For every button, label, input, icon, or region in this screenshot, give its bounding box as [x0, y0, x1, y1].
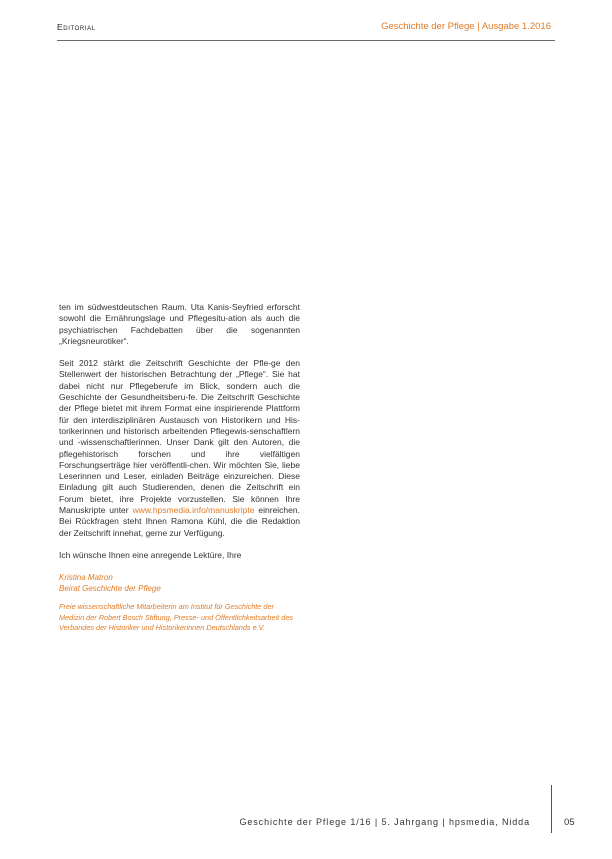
paragraph-2	[59, 358, 300, 539]
footer-divider	[551, 785, 552, 833]
section-label: Editorial	[57, 22, 96, 32]
journal-issue-label: Geschichte der Pflege | Ausgabe 1.2016	[381, 21, 551, 32]
closing-line: Ich wünsche Ihnen eine anregende Lektüre, Ihre	[59, 549, 242, 560]
author-bio: Freie wissenschaftliche Mitarbeiterin am Institut für Geschichte der Medizin der Robert Bosch Stiftung, Presse- und Öffentlichkeitsarbeit des Verbandes der Historiker und Historikerinnen Deutschlands e.V.	[59, 602, 294, 633]
author-name: Kristina Matron	[59, 573, 113, 583]
header-rule	[57, 40, 555, 41]
author-role: Beirat Geschichte der Pflege	[59, 584, 161, 594]
footer-citation: Geschichte der Pflege 1/16 | 5. Jahrgang | hpsmedia, Nidda	[239, 817, 530, 827]
page-number: 05	[564, 817, 575, 828]
paragraph-1: ten im südwestdeutschen Raum. Uta Kanis-Seyfried erforscht sowohl die Ernährungslage und Pflegesitu-ation als auch die psychiatrischen Fachdebatten über die sogenannten „Kriegsneurotiker“.	[59, 302, 300, 346]
paragraph-2-text-a: Seit 2012 stärkt die Zeitschrift Geschichte der Pfle-ge den Stellenwert der historischen Betrachtung der „Pflege“. Sie hat dabei nicht nur Pflegeberufe im Blick, sondern auch die Geschichte der Gesundheitsberu-fe. Die Zeitschrift Geschichte der Pflege bietet mit ihrem Format eine inspirierende Plattform für den interdisziplinären Austausch von Historikern und His-torikerinnen und historisch arbeitenden Pflegewis-senschaftlern und -wissenschaftlerinnen. Unser Dank gilt den Autoren, die pflegehistorisch forschen und ihre vielfältigen Forschungserträge hier veröffentli-chen. Wir möchten Sie, liebe Leserinnen und Leser, einladen Beiträge einzureichen. Diese Einladung gilt auch Studierenden, denen die Zeitschrift ein Forum bietet, ihre Projekte vorzustellen. Sie können Ihre Manuskripte unter	[59, 358, 300, 516]
editorial-column	[59, 302, 300, 634]
paragraph-2-text-b: einreichen. Bei Rückfragen steht Ihnen Ramona Kühl, die die Redaktion der Zeitschrift innehat, gerne zur Verfügung.	[59, 505, 300, 538]
manuscripts-link[interactable]: www.hpsmedia.info/manuskripte	[132, 505, 255, 516]
